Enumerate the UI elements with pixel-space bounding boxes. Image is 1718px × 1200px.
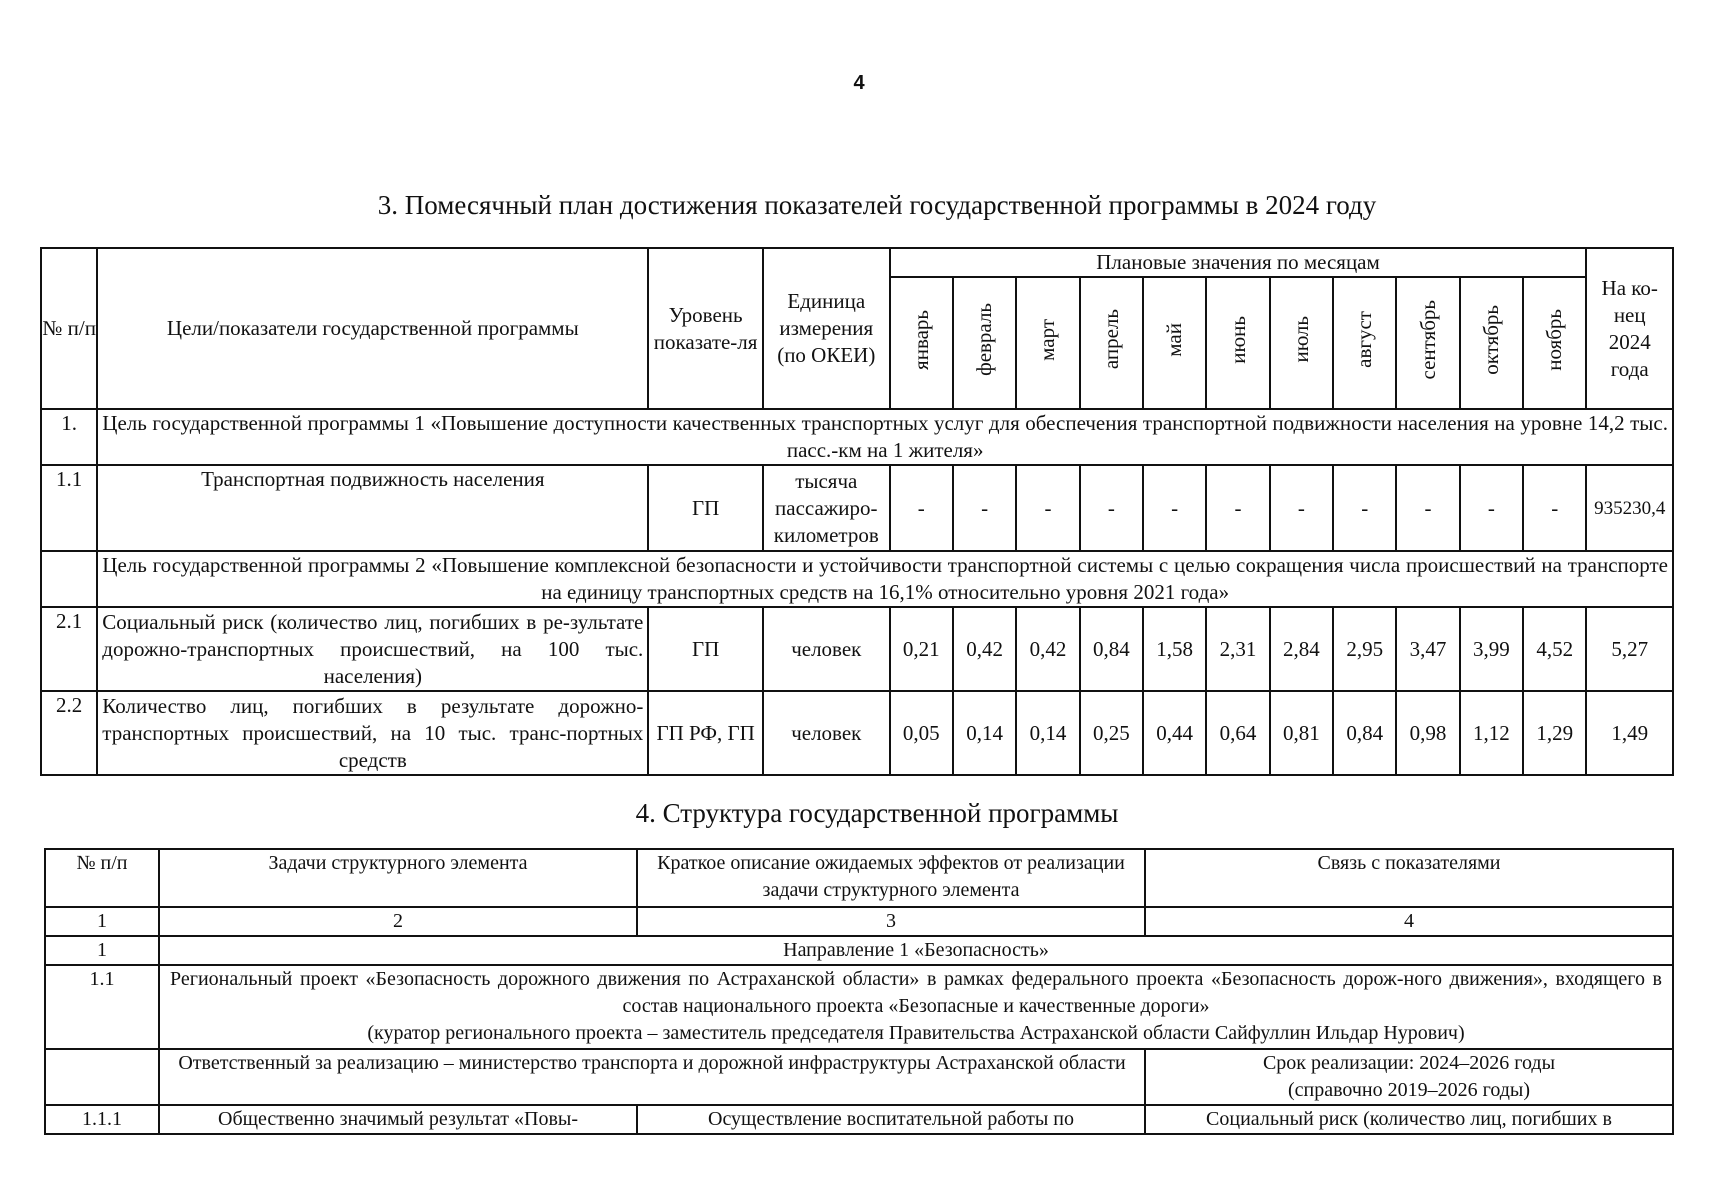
row-1-1-1-link: Социальный риск (количество лиц, погибших в [1145,1105,1673,1134]
month-header: март [1016,277,1079,409]
row-2-2-level: ГП РФ, ГП [648,691,763,775]
header-end: На ко-нец 2024 года [1586,248,1673,409]
month-header: сентябрь [1396,277,1459,409]
row-1-1-value: - [1523,465,1586,551]
column-number: 4 [1145,907,1673,936]
row-2-1-value: 3,99 [1460,607,1523,691]
row-1-1-level: ГП [648,465,763,551]
row-2-1-end: 5,27 [1586,607,1673,691]
row-2-2-num: 2.2 [41,691,97,775]
month-header: июнь [1206,277,1269,409]
row-2-1-value: 0,21 [890,607,953,691]
row-2-1-name: Социальный риск (количество лиц, погибших в ре-зультате дорожно-транспортных происшествий, на 100 тыс. населения) [97,607,648,691]
row-2-1-value: 2,84 [1270,607,1333,691]
row-2-2-value: 0,25 [1080,691,1143,775]
responsible-text: Ответственный за реализацию – министерство транспорта и дорожной инфраструктуры Астраханской области [159,1049,1145,1105]
row-2-1-level: ГП [648,607,763,691]
row-2-1-value: 0,42 [1016,607,1079,691]
term-cell [1145,1049,1673,1105]
monthly-plan-table [40,247,1674,776]
goal-1-text: Цель государственной программы 1 «Повышение доступности качественных транспортных услуг для обеспечения транспортной подвижности населения на уровне 14,2 тыс. пасс.-км на 1 жителя» [97,409,1673,465]
row-1-1-name: Транспортная подвижность населения [97,465,648,551]
row-2-1-value: 4,52 [1523,607,1586,691]
header-planned: Плановые значения по месяцам [890,248,1587,277]
row-2-2-value: 0,84 [1333,691,1396,775]
header-num: № п/п [45,849,159,907]
project-cell [159,965,1673,1049]
section-4-title: 4. Структура государственной программы [635,798,1119,828]
row-2-2-value: 0,14 [1016,691,1079,775]
row-1-1-1-effect: Осуществление воспитательной работы по [637,1105,1145,1134]
row-1-1-value: - [1143,465,1206,551]
row-1-1-value: - [1396,465,1459,551]
row-1-1-end: 935230,4 [1586,465,1673,551]
row-1-1-value: - [1080,465,1143,551]
row-1-1-value: - [1460,465,1523,551]
row-1-1-value: - [1333,465,1396,551]
empty-cell [45,1049,159,1105]
row-2-2-value: 1,12 [1460,691,1523,775]
row-2-1-value: 0,42 [953,607,1016,691]
column-number: 2 [159,907,637,936]
column-number: 1 [45,907,159,936]
header-level: Уровень показате-ля [648,248,763,409]
row-2-2-value: 1,29 [1523,691,1586,775]
row-2-2-value: 0,05 [890,691,953,775]
header-unit: Единица измерения (по ОКЕИ) [763,248,890,409]
term-reference: (справочно 2019–2026 годы) [1287,1079,1531,1101]
row-1-1-1-task: Общественно значимый результат «Повы- [159,1105,637,1134]
header-link: Связь с показателями [1145,849,1673,907]
row-1-1-unit: тысяча пассажиро-километров [763,465,890,551]
row-2-2-name: Количество лиц, погибших в результате дорожно-транспортных происшествий, на 10 тыс. транс-портных средств [97,691,648,775]
header-num: № п/п [41,248,97,409]
row-2-2-value: 0,81 [1270,691,1333,775]
row-1-1-value: - [1206,465,1269,551]
month-header: апрель [1080,277,1143,409]
month-header: ноябрь [1523,277,1586,409]
row-2-1-num: 2.1 [41,607,97,691]
section-3-title: 3. Помесячный план достижения показателей государственной программы в 2024 году [377,190,1377,220]
row-2-2-value: 0,64 [1206,691,1269,775]
row-2-1-value: 2,95 [1333,607,1396,691]
program-structure-table [44,848,1674,1135]
row-2-1-unit: человек [763,607,890,691]
row-1-1-value: - [953,465,1016,551]
row-2-2-value: 0,44 [1143,691,1206,775]
row-1-1-value: - [1016,465,1079,551]
term: Срок реализации: 2024–2026 годы [1262,1052,1556,1074]
row-1-1-num: 1.1 [41,465,97,551]
month-header: май [1143,277,1206,409]
column-number: 3 [637,907,1145,936]
row-2-1-value: 3,47 [1396,607,1459,691]
month-header: февраль [953,277,1016,409]
row-2-2-value: 0,14 [953,691,1016,775]
project-text: Региональный проект «Безопасность дорожного движения по Астраханской области» в рамках федерального проекта «Безопасность дорож-ного движения», входящего в состав национального проекта «Безопасные и качественные дороги» [170,968,1662,1017]
project-num: 1.1 [45,965,159,1049]
month-header: январь [890,277,953,409]
row-2-2-unit: человек [763,691,890,775]
goal-2-num [41,551,97,607]
month-header: август [1333,277,1396,409]
row-1-1-value: - [890,465,953,551]
goal-2-text: Цель государственной программы 2 «Повышение комплексной безопасности и устойчивости транспортной системы с целью сокращения числа происшествий на транспорте на единицу транспортных средств на 16,1% относительно уровня 2021 года» [97,551,1673,607]
header-tasks: Задачи структурного элемента [159,849,637,907]
goal-1-num: 1. [41,409,97,465]
month-header: октябрь [1460,277,1523,409]
project-curator: (куратор регионального проекта – заместитель председателя Правительства Астраханской области Сайфуллин Ильдар Нурович) [367,1022,1465,1044]
page-number: 4 [853,72,865,94]
month-header: июль [1270,277,1333,409]
row-2-2-end: 1,49 [1586,691,1673,775]
direction-text: Направление 1 «Безопасность» [159,936,1673,965]
row-2-1-value: 0,84 [1080,607,1143,691]
row-2-1-value: 2,31 [1206,607,1269,691]
row-2-2-value: 0,98 [1396,691,1459,775]
row-1-1-1-num: 1.1.1 [45,1105,159,1134]
header-effects: Краткое описание ожидаемых эффектов от реализации задачи структурного элемента [637,849,1145,907]
row-1-1-value: - [1270,465,1333,551]
row-2-1-value: 1,58 [1143,607,1206,691]
direction-num: 1 [45,936,159,965]
header-goal: Цели/показатели государственной программы [97,248,648,409]
